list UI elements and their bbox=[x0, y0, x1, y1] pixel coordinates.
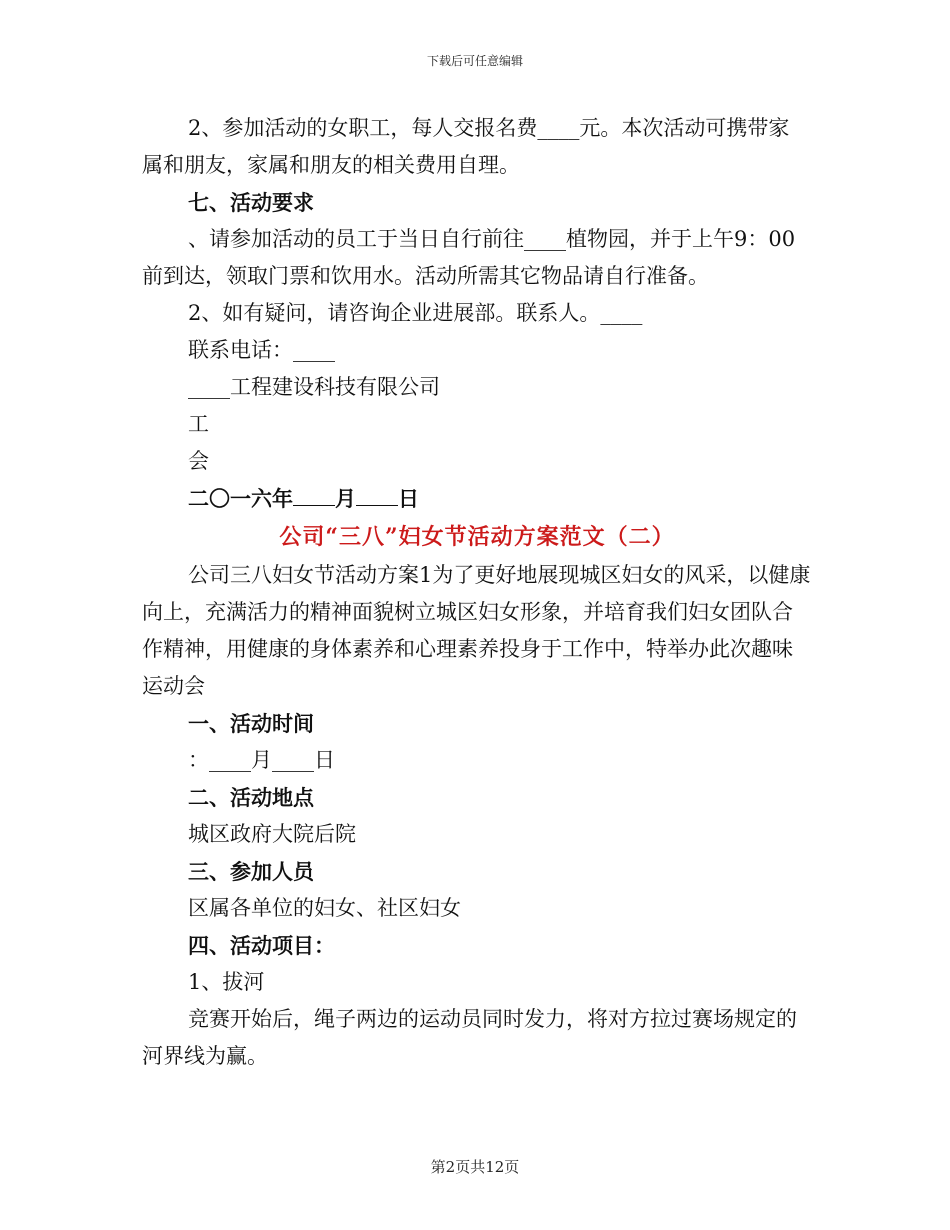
document-body bbox=[142, 110, 812, 1075]
page-header: 下载后可任意编辑 bbox=[426, 54, 523, 68]
requirement-1-line-1: 、请参加活动的员工于当日自行前往____植物园，并于上午9：00 bbox=[188, 227, 796, 251]
activity-place-value: 城区政府大院后院 bbox=[188, 822, 356, 846]
contact-phone: 联系电话：____ bbox=[188, 338, 335, 362]
intro-paragraph bbox=[142, 557, 812, 705]
heading-participants: 三、参加人员 bbox=[188, 859, 314, 884]
fee-paragraph-line-2: 属和朋友，家属和朋友的相关费用自理。 bbox=[142, 153, 520, 177]
intro-text: 公司三八妇女节活动方案1为了更好地展现城区妇女的风采，以健康向上，充满活力的精神面貌树立城区妇女形象，并培育我们妇女团队合作精神，用健康的身体素养和心理素养投身于工作中，特举办此次趣味运动会 bbox=[142, 563, 811, 698]
activity-time-value: ：____月____日 bbox=[188, 748, 335, 772]
date-year: 二〇一六年 bbox=[188, 486, 293, 511]
heading-activity-items: 四、活动项目： bbox=[188, 933, 335, 958]
participants-value: 区属各单位的妇女、社区妇女 bbox=[188, 896, 461, 920]
section-title: 公司“三八”妇女节活动方案范文（二） bbox=[279, 524, 675, 550]
heading-activity-place: 二、活动地点 bbox=[188, 785, 314, 810]
section-heading-requirements: 七、活动要求 bbox=[188, 190, 314, 215]
item-tug-of-war: 1、拔河 bbox=[188, 970, 265, 994]
date-month-label: 月 bbox=[335, 486, 356, 511]
heading-activity-time: 一、活动时间 bbox=[188, 711, 314, 736]
page-footer: 第2页共12页 bbox=[430, 1158, 520, 1176]
tug-of-war-text: 竞赛开始后，绳子两边的运动员同时发力，将对方拉过赛场规定的河界线为赢。 bbox=[142, 1007, 797, 1068]
signature-date bbox=[142, 480, 812, 517]
date-day-label: 日 bbox=[398, 486, 419, 511]
requirement-1-line-2: 前到达，领取门票和饮用水。活动所需其它物品请自行准备。 bbox=[142, 264, 709, 288]
date-day-blank bbox=[356, 483, 398, 506]
company-name: ____工程建设科技有限公司 bbox=[188, 375, 440, 399]
date-month-blank bbox=[293, 483, 335, 506]
requirement-2: 2、如有疑问，请咨询企业进展部。联系人。____ bbox=[188, 301, 643, 325]
tug-of-war-description bbox=[142, 1001, 812, 1075]
fee-paragraph-line-1: 2、参加活动的女职工，每人交报名费____元。本次活动可携带家 bbox=[188, 116, 790, 140]
union-char-2: 会 bbox=[188, 449, 209, 473]
union-char-1: 工 bbox=[188, 412, 209, 436]
